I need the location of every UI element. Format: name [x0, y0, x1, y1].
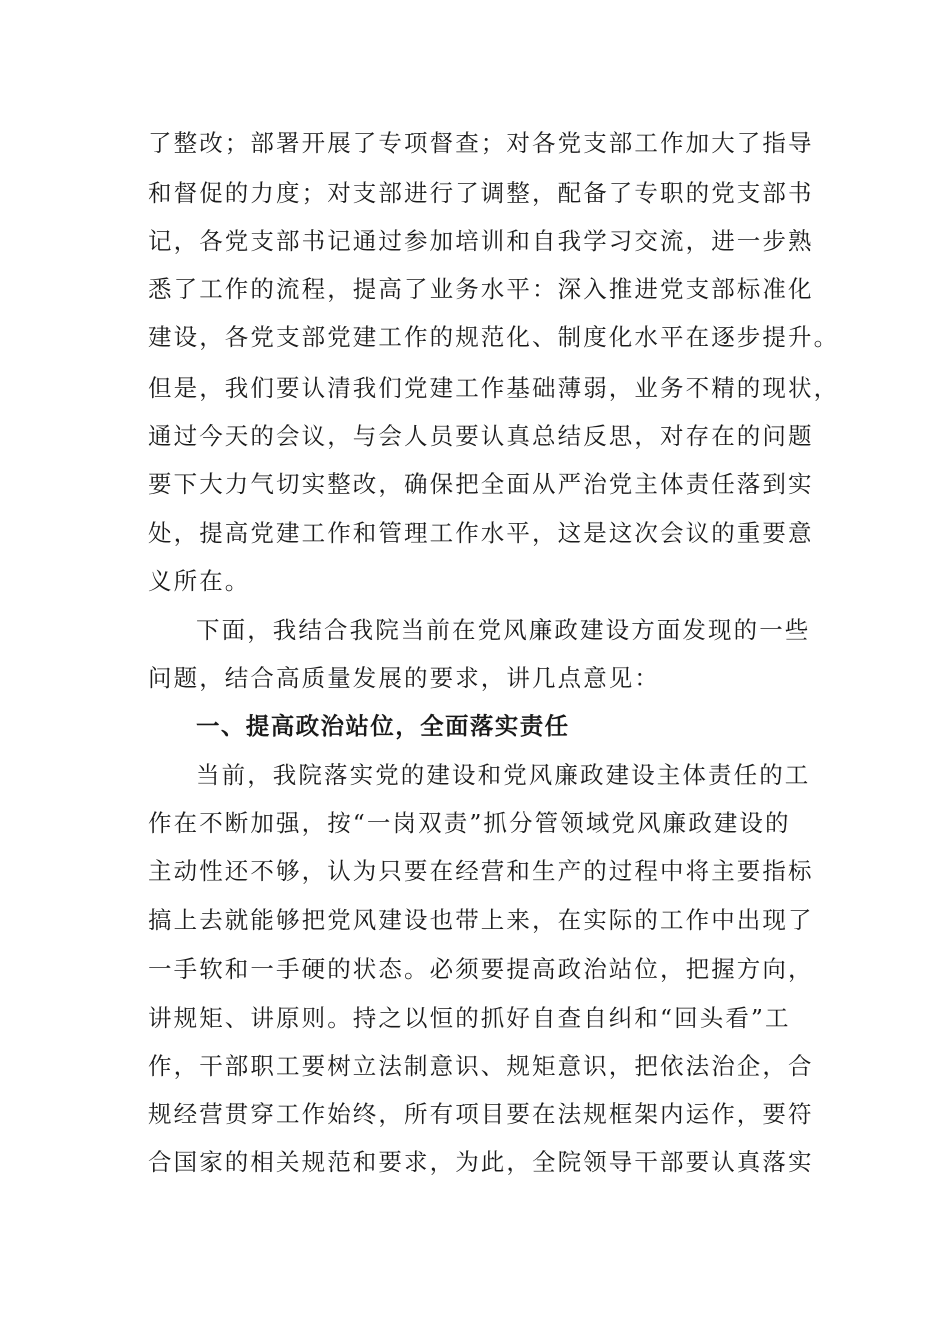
text-line: 搞上去就能够把党风建设也带上来，在实际的工作中出现了: [148, 906, 814, 934]
text-line: 通过今天的会议，与会人员要认真总结反思，对存在的问题: [148, 422, 814, 450]
text-line: 建设，各党支部党建工作的规范化、制度化水平在逐步提升。: [148, 323, 840, 351]
text-line: 记，各党支部书记通过参加培训和自我学习交流，进一步熟: [148, 227, 814, 255]
text-line: 悉了工作的流程，提高了业务水平：深入推进党支部标准化: [148, 275, 814, 303]
text-line: 主动性还不够，认为只要在经营和生产的过程中将主要指标: [148, 857, 814, 885]
section-heading: 一、提高政治站位，全面落实责任: [196, 712, 570, 740]
paragraph-first-line: 当前，我院落实党的建设和党风廉政建设主体责任的工: [196, 761, 811, 789]
text-line: 义所在。: [148, 567, 251, 595]
paragraph-first-line: 下面，我结合我院当前在党风廉政建设方面发现的一些: [196, 616, 811, 644]
text-line: 处，提高党建工作和管理工作水平，这是这次会议的重要意: [148, 519, 814, 547]
text-line: 和督促的力度；对支部进行了调整，配备了专职的党支部书: [148, 179, 814, 207]
text-line: 要下大力气切实整改，确保把全面从严治党主体责任落到实: [148, 470, 814, 498]
text-line: 讲规矩、讲原则。持之以恒的抓好自查自纠和“回头看”工: [148, 1004, 791, 1032]
text-line: 但是，我们要认清我们党建工作基础薄弱，业务不精的现状，: [148, 374, 840, 402]
text-line: 一手软和一手硬的状态。必须要提高政治站位，把握方向，: [148, 955, 814, 983]
text-line: 作在不断加强，按“一岗双责”抓分管领域党风廉政建设的: [148, 809, 791, 837]
text-line: 规经营贯穿工作始终，所有项目要在法规框架内运作，要符: [148, 1100, 814, 1128]
text-line: 问题，结合高质量发展的要求，讲几点意见：: [148, 664, 660, 692]
text-line: 作，干部职工要树立法制意识、规矩意识，把依法治企，合: [148, 1052, 814, 1080]
text-line: 了整改；部署开展了专项督查；对各党支部工作加大了指导: [148, 129, 814, 157]
text-line: 合国家的相关规范和要求，为此，全院领导干部要认真落实: [148, 1148, 814, 1176]
